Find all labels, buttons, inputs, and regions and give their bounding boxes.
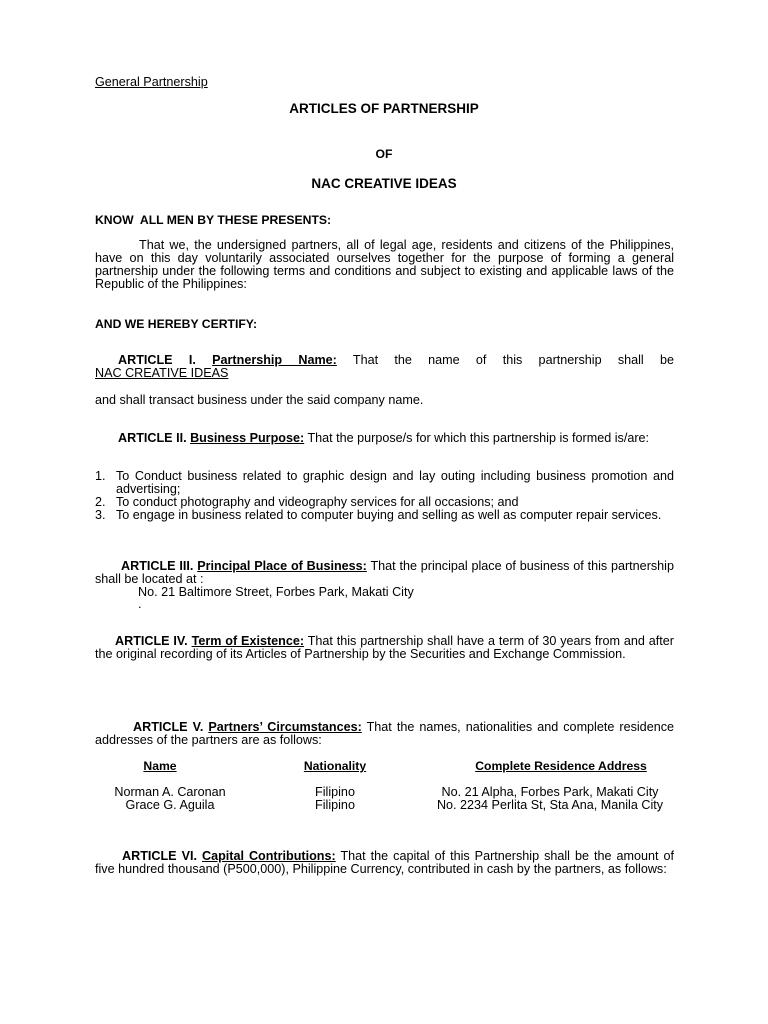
- article-1-text: That the name of this partnership shall be: [352, 353, 675, 367]
- article-2: [95, 432, 674, 445]
- article-5-heading: Partners’ Circumstances:: [208, 720, 362, 734]
- article-1: [95, 354, 674, 380]
- article-5-label: ARTICLE V.: [133, 720, 204, 734]
- of-line: OF: [375, 147, 393, 161]
- article-1-heading: Partnership Name:: [212, 353, 337, 367]
- article-3-label: ARTICLE III.: [121, 559, 194, 573]
- article-3-address: No. 21 Baltimore Street, Forbes Park, Makati City: [138, 585, 414, 599]
- list-text: To conduct photography and videography services for all occasions; and: [116, 495, 519, 509]
- list-item: [95, 469, 674, 496]
- article-5-text: That the names, nationalities and complete residence addresses of the partners are as follows:: [95, 720, 674, 747]
- company-name: NAC CREATIVE IDEAS: [311, 176, 457, 191]
- article-2-heading: Business Purpose:: [190, 431, 305, 445]
- know-all-heading: KNOW ALL MEN BY THESE PRESENTS:: [95, 213, 332, 227]
- header-label: General Partnership: [95, 75, 208, 89]
- table-header-address: Complete Residence Address: [475, 759, 647, 773]
- certify-heading: AND WE HEREBY CERTIFY:: [95, 317, 258, 331]
- article-6-text: That the capital of this Partnership shall be the amount of five hundred thousand (P500,000), Philippine Currency, contributed in cash by the partners, as follows:: [95, 849, 675, 876]
- table-cell-nationality: Filipino: [315, 785, 355, 799]
- article-4-label: ARTICLE IV.: [115, 634, 188, 648]
- article-6-heading: Capital Contributions:: [201, 849, 336, 863]
- article-1-after: and shall transact business under the said company name.: [95, 393, 424, 407]
- article-4: [95, 635, 674, 661]
- table-cell-address: No. 21 Alpha, Forbes Park, Makati City: [441, 785, 659, 799]
- table-cell-address: No. 2234 Perlita St, Sta Ana, Manila City: [436, 798, 664, 812]
- article-6-label: ARTICLE VI.: [122, 849, 197, 863]
- article-1-company-name: NAC CREATIVE IDEAS: [95, 366, 229, 380]
- article-3-heading: Principal Place of Business:: [197, 559, 367, 573]
- article-6: [95, 850, 674, 876]
- article-1-label: ARTICLE I.: [118, 353, 196, 367]
- article-4-heading: Term of Existence:: [191, 634, 305, 648]
- list-number: 1.: [95, 469, 106, 483]
- article-2-label: ARTICLE II.: [118, 431, 187, 445]
- intro-paragraph: That we, the undersigned partners, all of legal age, residents and citizens of the Philippines, have on this day voluntarily associated ourselves together for the purpose of forming a general partnership under the following terms and conditions and subject to existing and applicable laws of the Republic of the Philippines:: [95, 238, 674, 291]
- list-text: To Conduct business related to graphic design and lay outing including business promotion and advertising;: [116, 469, 674, 496]
- table-cell-name: Grace G. Aguila: [125, 798, 215, 812]
- list-number: 3.: [95, 508, 106, 522]
- article-2-text: That the purpose/s for which this partnership is formed is/are:: [307, 431, 650, 445]
- table-cell-nationality: Filipino: [315, 798, 355, 812]
- article-3: [95, 560, 674, 586]
- article-4-text: That this partnership shall have a term of 30 years from and after the original recording of its Articles of Partnership by the Securities and Exchange Commission.: [95, 634, 674, 661]
- list-number: 2.: [95, 495, 106, 509]
- table-cell-name: Norman A. Caronan: [114, 785, 226, 799]
- table-header-nationality: Nationality: [303, 759, 367, 773]
- article-3-dot: .: [138, 597, 142, 611]
- document-title: ARTICLES OF PARTNERSHIP: [289, 101, 479, 116]
- list-text: To engage in business related to computer buying and selling as well as computer repair services.: [116, 508, 662, 522]
- article-3-text: That the principal place of business of this partnership shall be located at :: [95, 559, 674, 586]
- list-item: [95, 508, 674, 522]
- article-5: [95, 721, 674, 747]
- table-header-name: Name: [143, 759, 177, 773]
